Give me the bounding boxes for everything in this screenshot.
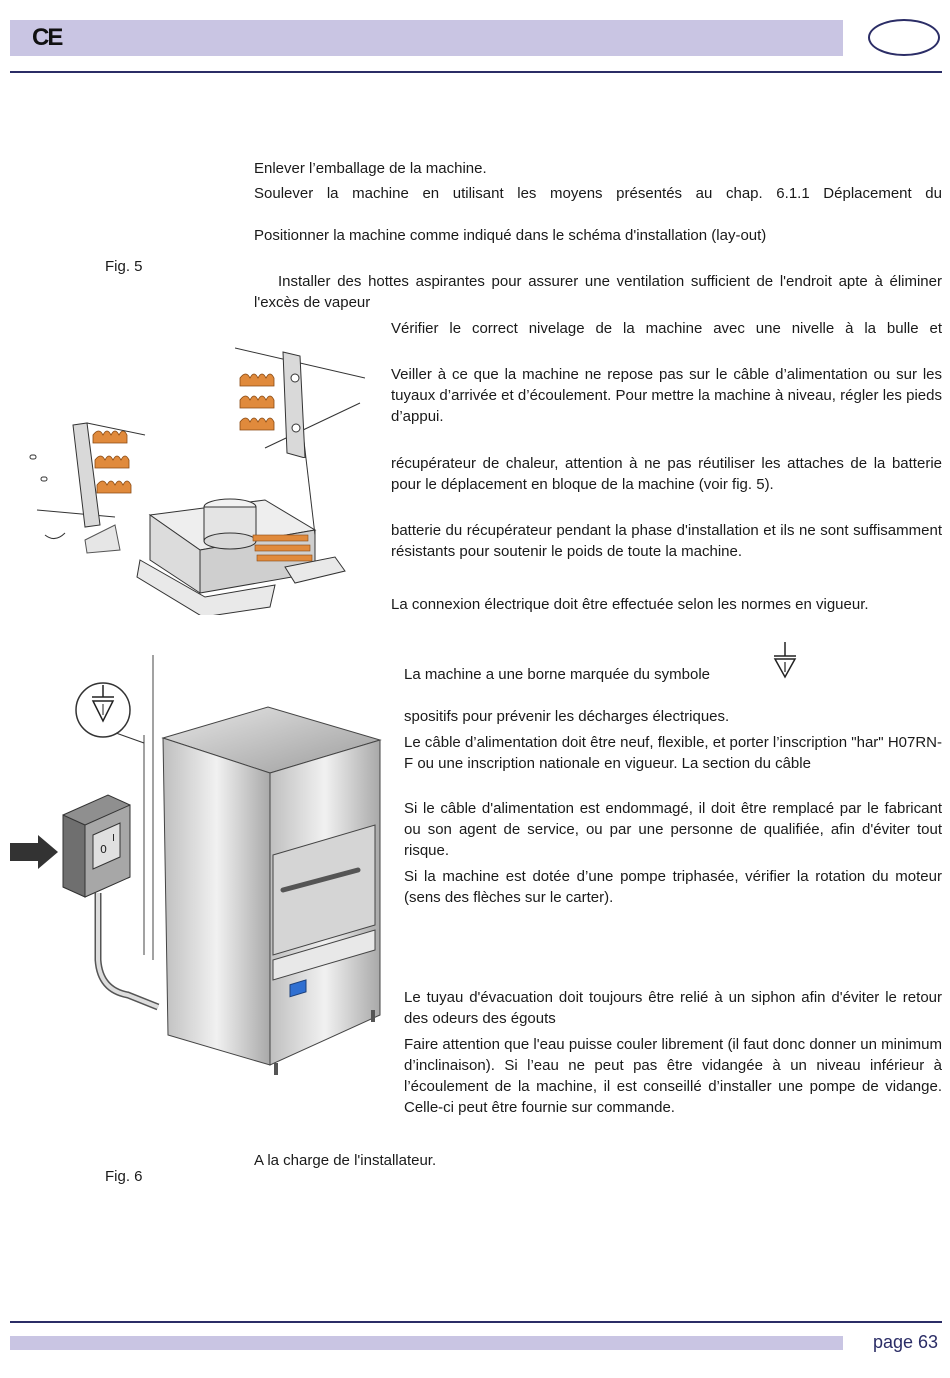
paragraph-drain-flow: Faire attention que l'eau puisse couler librement (il faut donc donner un minimum d’inclinaison). Si l’eau ne peut pas être vidangée à un niveau inférieur à l’écoulement de la machine, il est conseillé d’installer une pompe de vidange. Celle-ci peut être fournie sur commande. xyxy=(404,1036,942,1116)
paragraph-hoods: Installer des hottes aspirantes pour assurer une ventilation sufficient de l'endroit apte à éliminer l'excès de vapeur xyxy=(254,273,942,311)
svg-text:0: 0 xyxy=(100,843,107,856)
language-badge xyxy=(868,19,940,56)
paragraph-cable-spec: Le câble d’alimentation doit être neuf, flexible, et porter l’inscription "har" H07RN-F ou une inscription nationale en vigueur. La section du câble xyxy=(404,734,942,772)
ce-mark: CE xyxy=(32,24,62,51)
header-band xyxy=(10,20,843,56)
paragraph-electrical: La connexion électrique doit être effectuée selon les normes en vigueur. xyxy=(391,596,869,613)
page-number: page 63 xyxy=(873,1332,939,1352)
paragraph-level: Vérifier le correct nivelage de la machine avec une nivelle à la bulle et xyxy=(391,320,942,337)
paragraph-cable-rest: Veiller à ce que la machine ne repose pas sur le câble d’alimentation ou sur les tuyaux d’arrivée et d’écoulement. Pour mettre la machine à niveau, régler les pieds d’appui. xyxy=(391,366,942,425)
footer-band xyxy=(10,1336,843,1350)
paragraph-unpack: Enlever l’emballage de la machine. xyxy=(254,160,487,177)
paragraph-position: Positionner la machine comme indiqué dans le schéma d'installation (lay-out) xyxy=(254,227,767,244)
ground-symbol-icon xyxy=(770,642,800,682)
paragraph-battery: batterie du récupérateur pendant la phase d'installation et ils ne sont suffisamment résistants pour soutenir le poids de toute la machine. xyxy=(391,522,942,560)
paragraph-ground-terminal: La machine a une borne marquée du symbole xyxy=(404,666,711,683)
fig6-machine-illustration xyxy=(8,655,388,1085)
paragraph-recuperator: récupérateur de chaleur, attention à ne pas réutiliser les attaches de la batterie pour le déplacement en bloque de la machine (voir fig. 5). xyxy=(391,455,942,493)
paragraph-installer: A la charge de l'installateur. xyxy=(254,1152,437,1169)
paragraph-pump-rotation: Si la machine est dotée d’une pompe triphasée, vérifier la rotation du moteur (sens des flèches sur le carter). xyxy=(404,868,942,906)
header-rule xyxy=(10,71,942,73)
paragraph-lift: Soulever la machine en utilisant les moyens présentés au chap. 6.1.1 Déplacement du xyxy=(254,185,942,202)
paragraph-damaged-cable: Si le câble d'alimentation est endommagé, il doit être remplacé par le fabricant ou son agent de service, ou par une personne de qualifiée, afin d'éviter tout risque. xyxy=(404,800,942,859)
paragraph-drain-siphon: Le tuyau d'évacuation doit toujours être relié à un siphon afin d'éviter le retour des odeurs des égouts xyxy=(404,989,942,1027)
svg-text:I: I xyxy=(112,833,115,844)
fig6-label: Fig. 6 xyxy=(105,1168,143,1185)
fig5-label: Fig. 5 xyxy=(105,258,143,275)
footer-rule xyxy=(10,1321,942,1323)
fig5-coil-detail xyxy=(235,338,365,458)
paragraph-devices: spositifs pour prévenir les décharges électriques. xyxy=(404,708,730,725)
